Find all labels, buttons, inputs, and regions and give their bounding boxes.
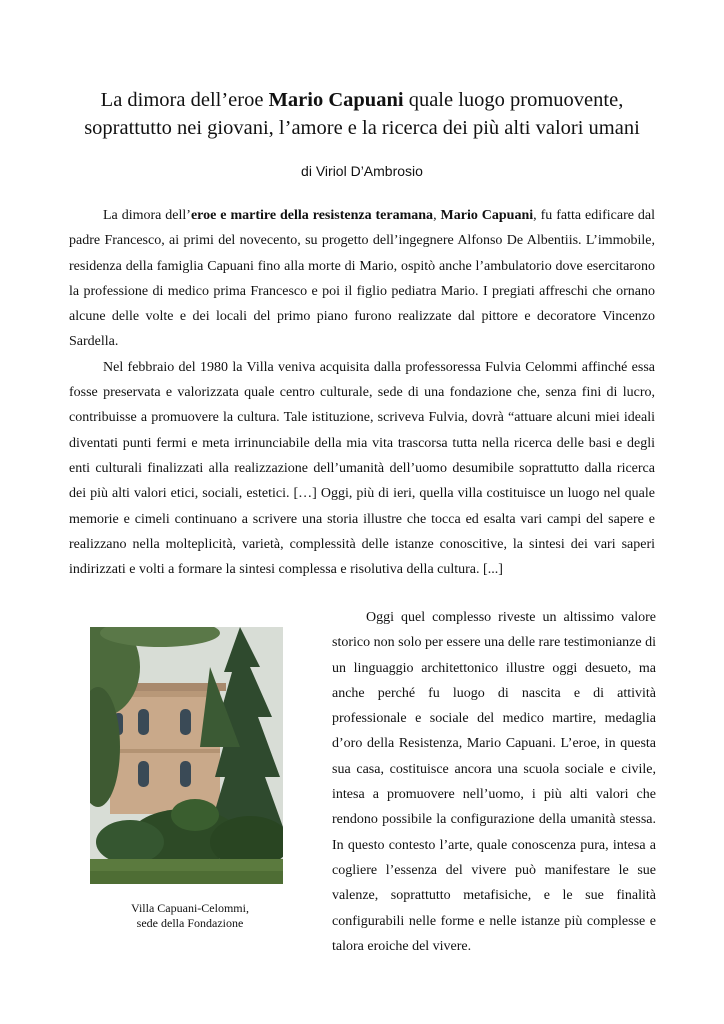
paragraph-3: Oggi quel complesso riveste un altissimo valore storico non solo per essere una delle rare testimonianze di un linguaggio architettonico illustre oggi desueto, ma anche perché fu luogo di nascita e di attività professionale e sociale del medico martire, medaglia d’oro della Resistenza, Mario Capuani. L’eroe, in questa sua casa, costituisce ancora una scuola sociale e civile, intesa a promuovere nell’uomo, i più alti valori che rendono possibile la configurazione della umanità stessa. In questo contesto l’arte, quale conoscenza pura, intesa a cogliere l’essenza del vivere può manifestare le sue valenze, soprattutto metafisiche, e le sue finalità configurabili nelle forme e nelle istanze più complesse e talora eroiche del vivere. <box>332 610 656 954</box>
title-bold-name: Mario Capuani <box>268 89 404 111</box>
paragraph-1 <box>69 203 655 355</box>
photo-caption <box>90 901 290 931</box>
para1-text-c: , fu fatta edificare dal padre Francesco, ai primi del novecento, su progetto dell’ingegnere Alfonso De Albentiis. L’immobile, residenza della famiglia Capuani fino alla morte di Mario, ospitò anche l’ambulatorio dove esercitarono la professione di medico prima Francesco e poi il figlio pediatra Mario. I pregiati affreschi che ornano alcune delle volte e dei locali del primo piano furono realizzate dal pittore e decoratore Vincenzo Sardella. <box>69 208 656 350</box>
paragraph-2: Nel febbraio del 1980 la Villa veniva acquisita dalla professoressa Fulvia Celommi affinché essa fosse preservata e valorizzata quale centro culturale, sede di una fondazione che, senza fini di lucro, contribuisse a promuovere la cultura. Tale istituzione, scriveva Fulvia, dovrà “attuare alcuni miei ideali diventati punti fermi e meta irrinunciabile della mia vita trascorsa tutta nella ricerca delle basi e degli enti culturali finalizzati alla realizzazione dell’umanità dell’uomo desumibile soprattutto dalla ricerca dei più alti valori etici, sociali, estetici. […] Oggi, più di ieri, quella villa costituisce un luogo nel quale memorie e cimeli continuano a scrivere una storia illustre che tocca ed esalta vari campi del sapere e realizzano nella molteplicità, varietà, complessità delle istanze conoscitive, la sintesi dei vari saperi indirizzati e volti a formare la sintesi complessa e risolutiva della cultura. [...] <box>69 359 655 578</box>
para1-bold-b: Mario Capuani <box>440 208 534 223</box>
para1-text-b: , <box>433 208 441 223</box>
caption-line1: Villa Capuani-Celommi, <box>131 901 249 915</box>
para1-text-a: La dimora dell’ <box>103 208 191 223</box>
main-body <box>69 203 655 582</box>
title-line2: soprattutto nei giovani, l’amore e la ricerca dei più alti valori umani <box>84 117 640 139</box>
para1-bold-a: eroe e martire della resistenza teramana <box>190 208 434 223</box>
right-column-text <box>332 605 656 959</box>
villa-photo <box>90 627 283 884</box>
title-line1-suffix: quale luogo promuovente, <box>403 89 624 111</box>
author-byline: di Viriol D’Ambrosio <box>301 163 423 179</box>
caption-line2: sede della Fondazione <box>136 916 244 930</box>
title-line1-prefix: La dimora dell’eroe <box>100 89 269 111</box>
document-title <box>60 86 664 142</box>
villa-illustration <box>90 627 283 884</box>
